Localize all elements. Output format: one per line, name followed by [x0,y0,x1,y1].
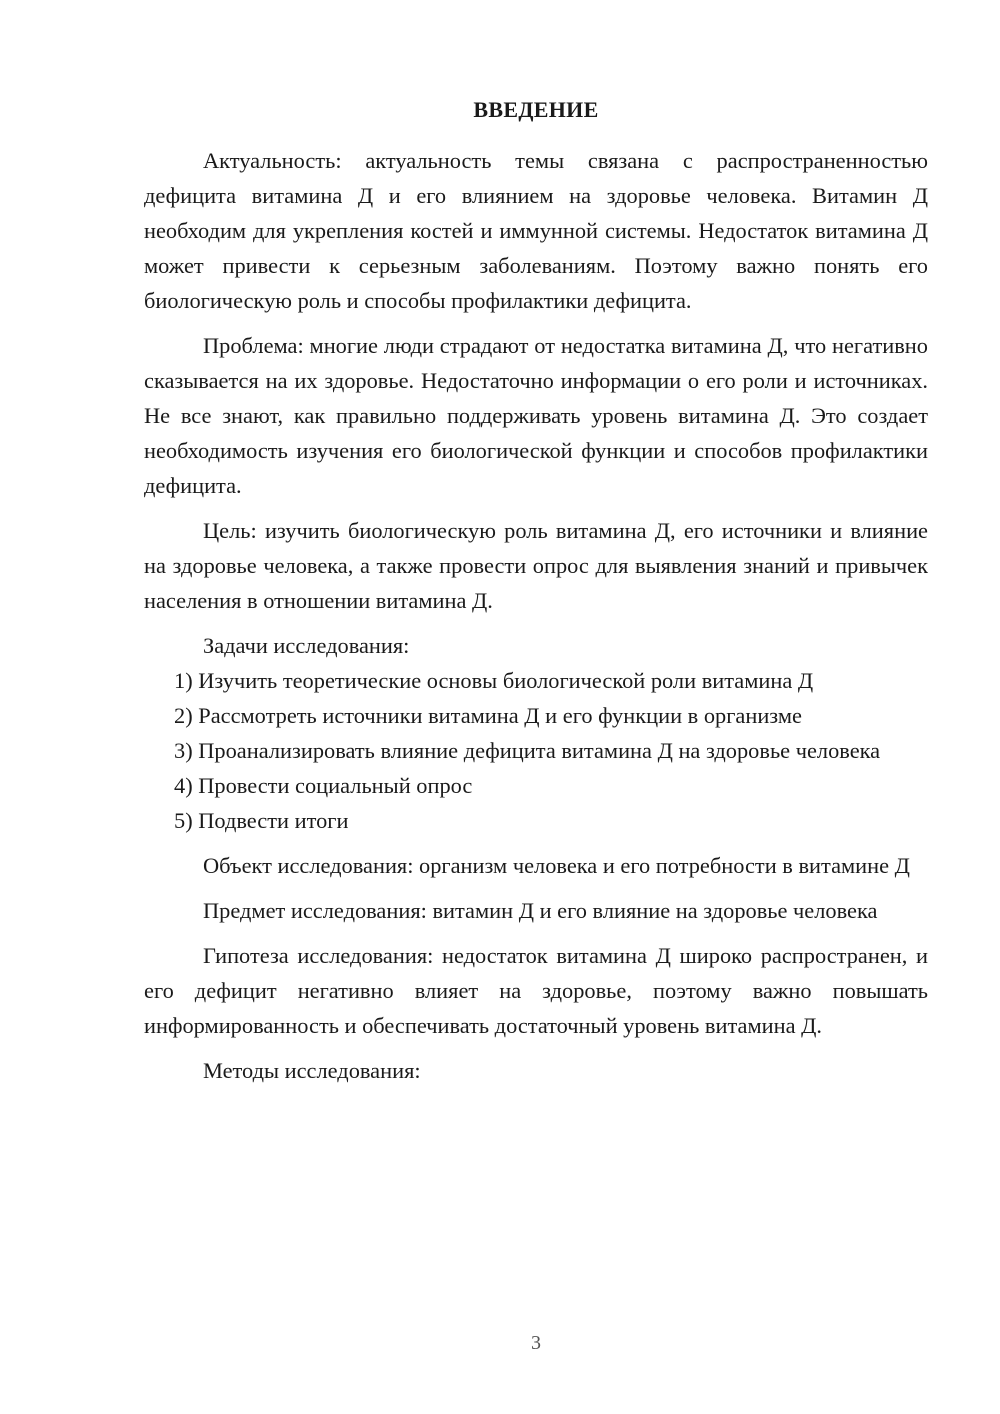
task-item-5: 5) Подвести итоги [174,808,349,833]
task-item-3: 3) Проанализировать влияние дефицита витамина Д на здоровье человека [174,738,881,763]
task-item-1: 1) Изучить теоретические основы биологической роли витамина Д [174,668,814,693]
relevance-paragraph: Актуальность: актуальность темы связана с распространенностью дефицита витамина Д и его влиянием на здоровье человека. Витамин Д необходим для укрепления костей и иммунной системы. Недостаток витамина Д может привести к серьезным заболеваниям. Поэтому важно понять его биологическую роль и способы профилактики дефицита. [144,148,928,313]
goal-paragraph: Цель: изучить биологическую роль витамина Д, его источники и влияние на здоровье человека, а также провести опрос для выявления знаний и привычек населения в отношении витамина Д. [144,518,928,613]
object-paragraph: Объект исследования: организм человека и его потребности в витамине Д [203,853,910,878]
tasks-list [144,663,928,838]
hypothesis-paragraph: Гипотеза исследования: недостаток витамина Д широко распространен, и его дефицит негативно влияет на здоровье, поэтому важно повышать информированность и обеспечивать достаточный уровень витамина Д. [144,943,928,1038]
page-number: 3 [531,1332,541,1354]
tasks-heading: Задачи исследования: [203,633,410,658]
task-item-4: 4) Провести социальный опрос [174,773,473,798]
subject-paragraph: Предмет исследования: витамин Д и его влияние на здоровье человека [203,898,878,923]
task-item-2: 2) Рассмотреть источники витамина Д и его функции в организме [174,703,802,728]
section-title: ВВЕДЕНИЕ [473,97,599,122]
problem-paragraph: Проблема: многие люди страдают от недостатка витамина Д, что негативно сказывается на их здоровье. Недостаточно информации о его роли и источниках. Не все знают, как правильно поддерживать уровень витамина Д. Это создает необходимость изучения его биологической функции и способов профилактики дефицита. [144,333,928,498]
page-content [144,94,928,1088]
methods-heading: Методы исследования: [203,1058,421,1083]
